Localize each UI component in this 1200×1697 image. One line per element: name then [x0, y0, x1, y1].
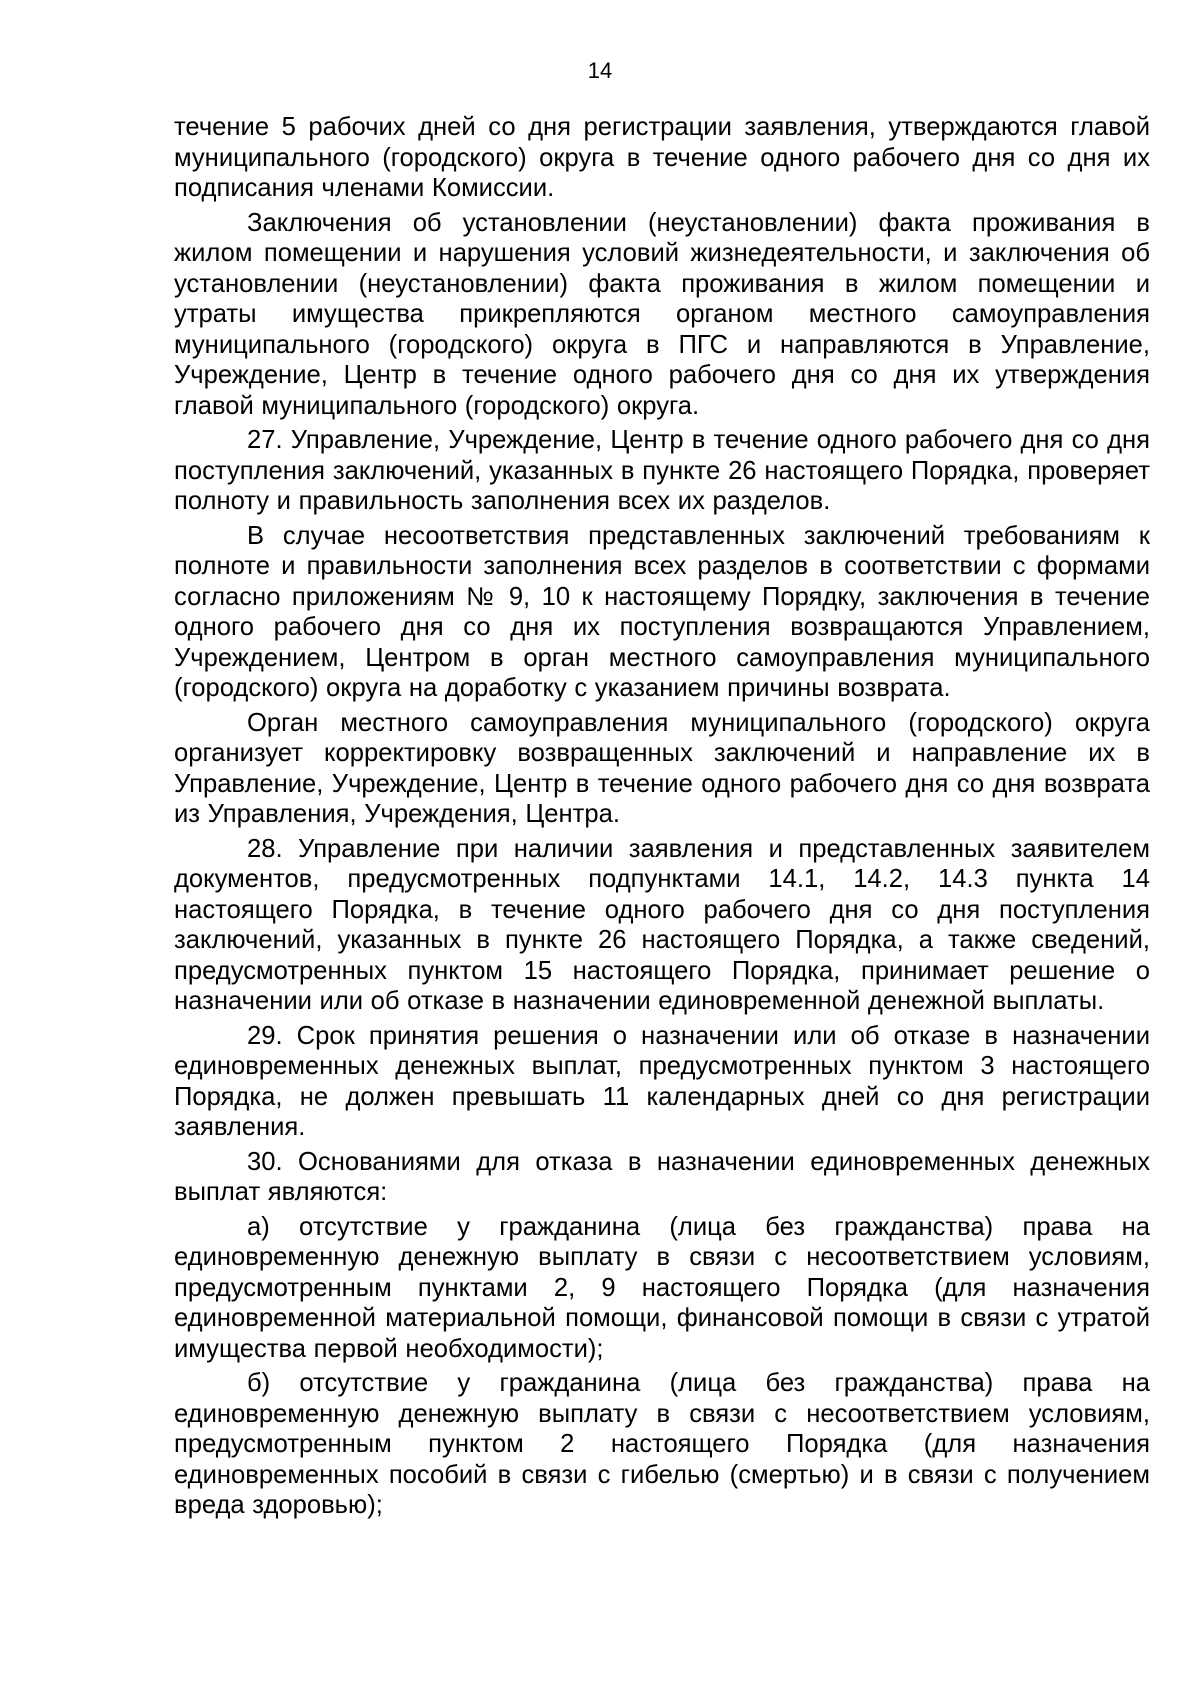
paragraph-item-27: 27. Управление, Учреждение, Центр в течение одного рабочего дня со дня поступления заключений, указанных в пункте 26 настоящего Порядка, проверяет полноту и правильность заполнения всех их разделов.	[174, 426, 1150, 515]
paragraph-continuation: течение 5 рабочих дней со дня регистрации заявления, утверждаются главой муниципального (городского) округа в течение одного рабочего дня со дня их подписания членами Комиссии.	[174, 113, 1150, 202]
page-number: 14	[587, 58, 613, 83]
paragraph-subitem-b: б) отсутствие у гражданина (лица без гражданства) права на единовременную денежную выплату в связи с несоответствием условиям, предусмотренным пунктом 2 настоящего Порядка (для назначения единовременных пособий в связи с гибелью (смертью) и в связи с получением вреда здоровью);	[174, 1369, 1150, 1519]
paragraph-item-29: 29. Срок принятия решения о назначении или об отказе в назначении единовременных денежных выплат, предусмотренных пунктом 3 настоящего Порядка, не должен превышать 11 календарных дней со дня регистрации заявления.	[174, 1021, 1150, 1141]
document-body	[174, 112, 1150, 1525]
paragraph-conclusions: Заключения об установлении (неустановлении) факта проживания в жилом помещении и нарушения условий жизнедеятельности, и заключения об установлении (неустановлении) факта проживания в жилом помещении и утраты имущества прикрепляются органом местного самоуправления муниципального (городского) округа в ПГС и направляются в Управление, Учреждение, Центр в течение одного рабочего дня со дня их утверждения главой муниципального (городского) округа.	[174, 208, 1150, 420]
paragraph-item-30: 30. Основаниями для отказа в назначении единовременных денежных выплат являются:	[174, 1147, 1150, 1206]
paragraph-correction: Орган местного самоуправления муниципального (городского) округа организует корректировку возвращенных заключений и направление их в Управление, Учреждение, Центр в течение одного рабочего дня со дня возврата из Управления, Учреждения, Центра.	[174, 708, 1150, 828]
paragraph-subitem-a: а) отсутствие у гражданина (лица без гражданства) права на единовременную денежную выплату в связи с несоответствием условиям, предусмотренным пунктами 2, 9 настоящего Порядка (для назначения единовременной материальной помощи, финансовой помощи в связи с утратой имущества первой необходимости);	[174, 1212, 1150, 1363]
paragraph-item-28: 28. Управление при наличии заявления и представленных заявителем документов, предусмотренных подпунктами 14.1, 14.2, 14.3 пункта 14 настоящего Порядка, в течение одного рабочего дня со дня поступления заключений, указанных в пункте 26 настоящего Порядка, а также сведений, предусмотренных пунктом 15 настоящего Порядка, принимает решение о назначении или об отказе в назначении единовременной денежной выплаты.	[174, 834, 1150, 1015]
paragraph-noncompliance: В случае несоответствия представленных заключений требованиям к полноте и правильности заполнения всех разделов в соответствии с формами согласно приложениям № 9, 10 к настоящему Порядку, заключения в течение одного рабочего дня со дня их поступления возвращаются Управлением, Учреждением, Центром в орган местного самоуправления муниципального (городского) округа на доработку с указанием причины возврата.	[174, 521, 1150, 702]
